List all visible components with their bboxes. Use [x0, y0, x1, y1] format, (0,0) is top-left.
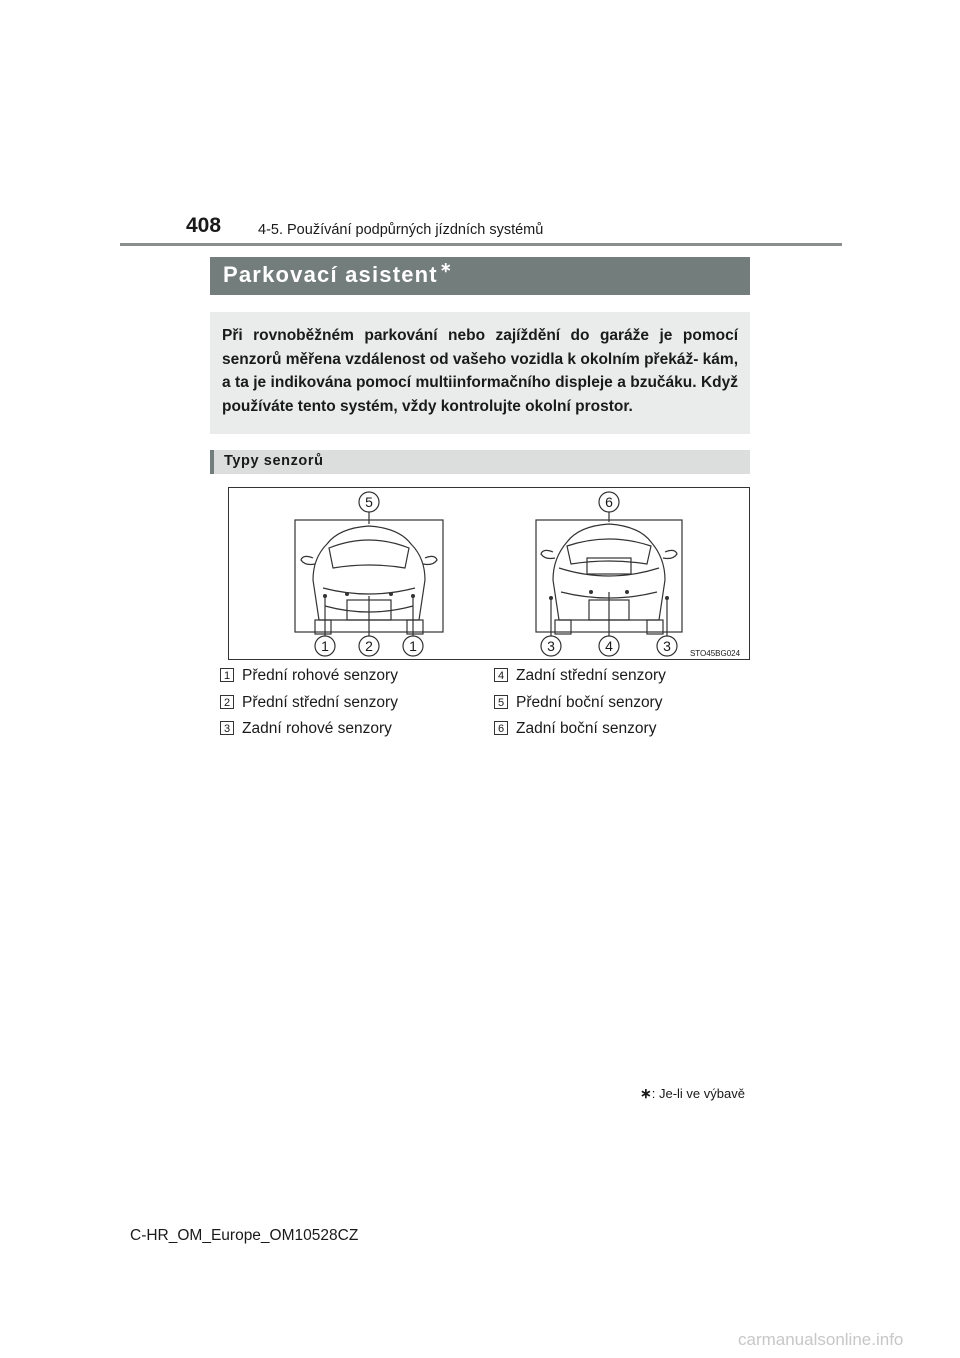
front-corner-sensor-left [323, 594, 327, 598]
legend-number: 2 [220, 695, 234, 709]
callout-rear-corner-left: 3 [547, 638, 555, 654]
section-title-bar [210, 257, 750, 295]
watermark: carmanualsonline.info [738, 1330, 904, 1349]
callout-front-side: 5 [365, 494, 373, 510]
callout-front-corner-left: 1 [321, 638, 329, 654]
optional-equipment-mark: ∗ [439, 259, 453, 275]
sensor-location-figure [228, 487, 750, 660]
legend-number: 3 [220, 721, 234, 735]
front-center-sensor-right [389, 592, 393, 596]
chapter-title: 4-5. Používání podpůrných jízdních systémů [258, 222, 544, 238]
section-title [223, 259, 453, 288]
intro-box [210, 312, 750, 434]
legend-label: Přední střední senzory [242, 694, 398, 711]
rear-center-sensor-right [625, 590, 629, 594]
subsection-title: Typy senzorů [224, 453, 324, 469]
legend-label: Přední boční senzory [516, 694, 663, 711]
figure-code: STO45BG024 [689, 649, 741, 658]
section-title-text: Parkovací asistent [223, 262, 438, 287]
subsection-bar [210, 450, 750, 474]
legend-label: Zadní střední senzory [516, 667, 666, 684]
rear-corner-sensor-left [549, 596, 553, 600]
footnote [640, 1085, 745, 1102]
legend-label: Přední rohové senzory [242, 667, 398, 684]
callout-front-corner-right: 1 [409, 638, 417, 654]
legend-number: 4 [494, 668, 508, 682]
callout-rear-corner-right: 3 [663, 638, 671, 654]
footnote-mark: ∗ [640, 1085, 652, 1101]
rear-corner-sensor-right [665, 596, 669, 600]
car-illustration [229, 488, 749, 659]
footnote-text: : Je-li ve výbavě [651, 1086, 745, 1101]
header-rule [120, 243, 842, 246]
rear-center-sensor-left [589, 590, 593, 594]
document-code: C-HR_OM_Europe_OM10528CZ [130, 1227, 359, 1244]
intro-text: Při rovnoběžném parkování nebo zajíždění do garáže je pomocí senzorů měřena vzdálenost od vašeho vozidla k okolním překáž- kám, a ta je indikována pomocí multiinformačního displeje a bzučáku. Když používáte tento systém, vždy kontrolujte okolní prostor. [222, 327, 738, 415]
page-number: 408 [186, 214, 222, 237]
legend-number: 6 [494, 721, 508, 735]
legend-number: 1 [220, 668, 234, 682]
callout-front-center: 2 [365, 638, 373, 654]
rear-window [567, 539, 651, 564]
front-windshield [329, 540, 409, 568]
legend-label: Zadní boční senzory [516, 720, 657, 737]
legend-label: Zadní rohové senzory [242, 720, 392, 737]
legend-number: 5 [494, 695, 508, 709]
callout-rear-center: 4 [605, 638, 613, 654]
callout-rear-side: 6 [605, 494, 613, 510]
front-corner-sensor-right [411, 594, 415, 598]
front-center-sensor-left [345, 592, 349, 596]
